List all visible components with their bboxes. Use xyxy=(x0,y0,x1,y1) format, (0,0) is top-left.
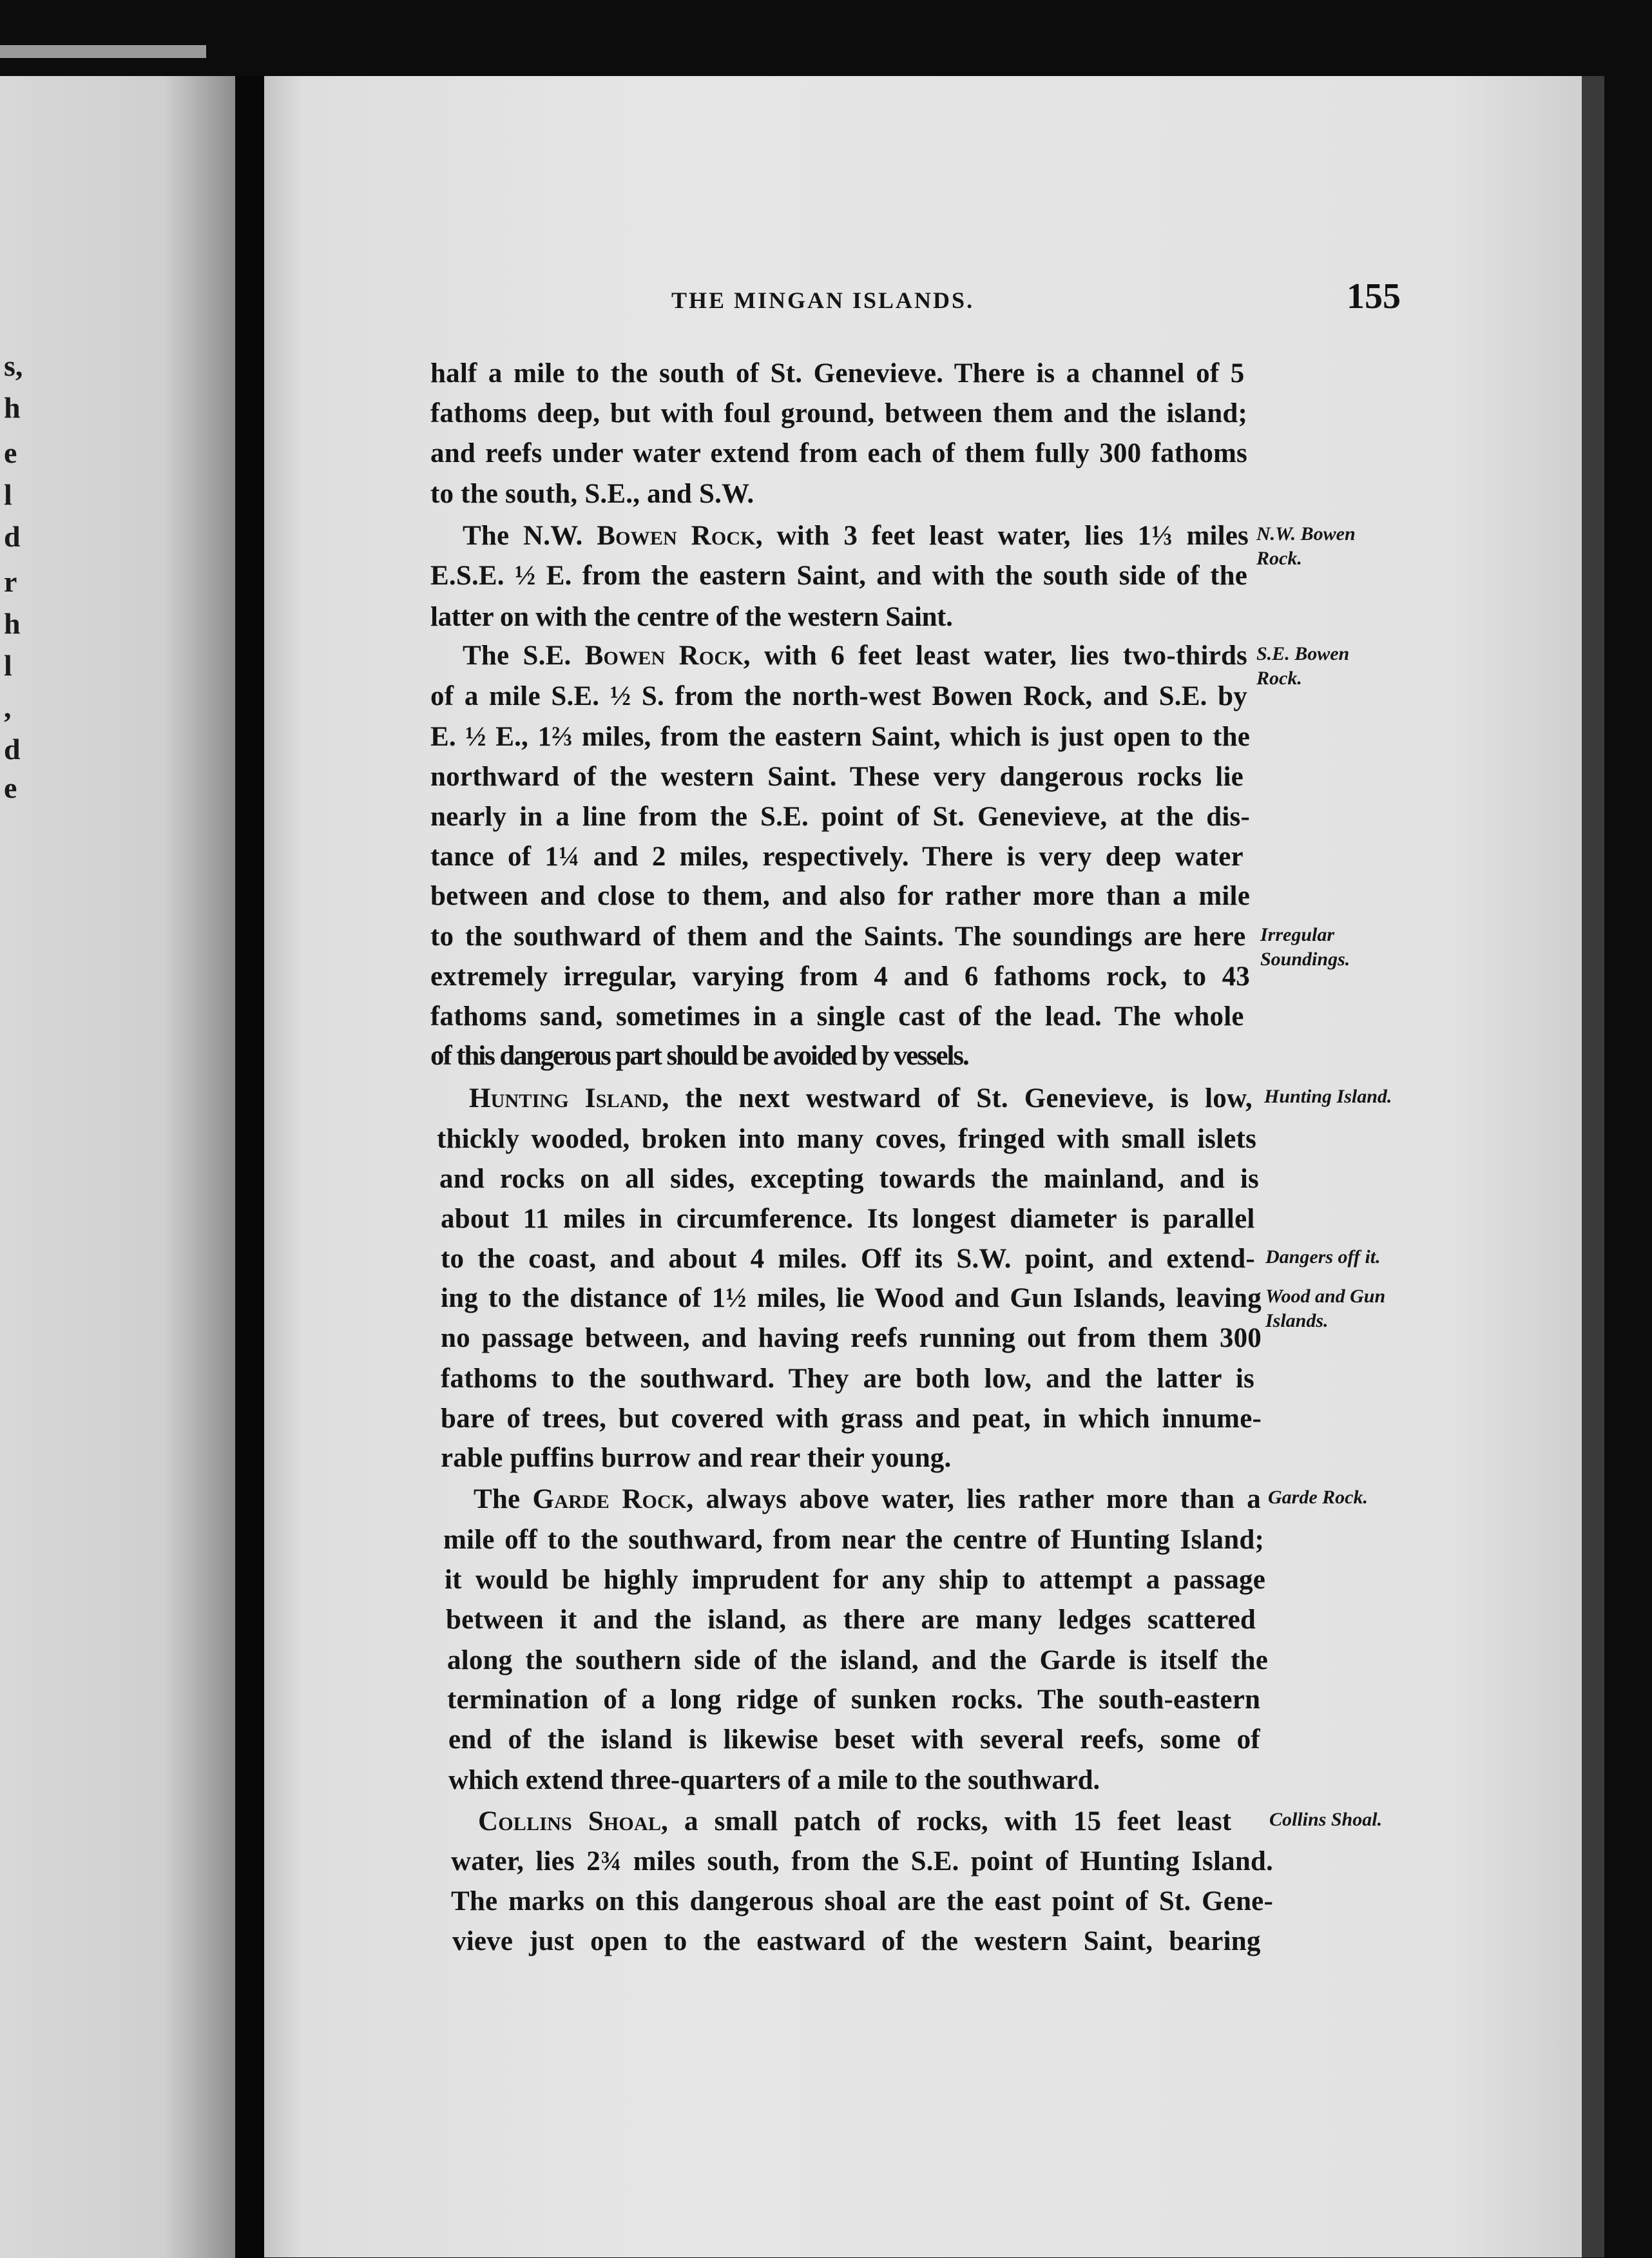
text-run: of this dangerous part should be avoided by vessels. xyxy=(430,1041,968,1071)
text-line xyxy=(441,1444,951,1472)
text-run: , the next westward of St. Genevieve, is low, xyxy=(662,1083,1253,1114)
text-line xyxy=(439,1165,1259,1193)
margin-note xyxy=(1268,1485,1368,1510)
margin-note-line: Irregular xyxy=(1260,924,1335,945)
left-page-fragment: s, xyxy=(4,349,23,382)
margin-note xyxy=(1265,1245,1381,1269)
text-line xyxy=(463,642,1247,670)
text-run: The marks on this dangerous shoal are the east point of St. Gene- xyxy=(451,1886,1273,1916)
text-line xyxy=(441,1324,1262,1352)
text-run: E.S.E. ½ E. from the eastern Saint, and with the south side of the xyxy=(430,561,1247,591)
text-line xyxy=(445,1566,1265,1594)
text-line xyxy=(441,1405,1262,1433)
text-line xyxy=(430,603,953,631)
right-page-edge xyxy=(1582,76,1604,2257)
margin-note-line: Collins Shoal. xyxy=(1269,1809,1383,1830)
margin-note xyxy=(1256,642,1349,690)
text-run: to the coast, and about 4 miles. Off its S.W. point, and extend- xyxy=(441,1244,1255,1274)
text-line xyxy=(430,843,1244,871)
text-run: between and close to them, and also for rather more than a mile xyxy=(430,881,1250,911)
text-line xyxy=(430,480,754,508)
margin-note-line: Hunting Island. xyxy=(1264,1086,1392,1107)
text-line xyxy=(430,963,1250,990)
margin-note-line: Rock. xyxy=(1256,667,1302,689)
text-run: , a small patch of rocks, with 15 feet least xyxy=(661,1806,1232,1837)
text-line xyxy=(441,1284,1262,1312)
text-run: bare of trees, but covered with grass and peat, in which innume- xyxy=(441,1404,1262,1434)
text-run: it would be highly imprudent for any ship to attempt a passage xyxy=(445,1565,1265,1595)
text-line xyxy=(451,1887,1273,1915)
text-run: along the southern side of the island, and the Garde is itself the xyxy=(447,1645,1268,1675)
text-run: , with 6 feet least water, lies two-thirds xyxy=(743,641,1247,671)
margin-note xyxy=(1269,1808,1382,1832)
margin-note-line: Islands. xyxy=(1265,1309,1329,1331)
text-line xyxy=(452,1927,1261,1955)
text-run: water, lies 2¾ miles south, from the S.E. point of Hunting Island. xyxy=(451,1846,1273,1877)
feature-name: Hunting Island xyxy=(469,1083,662,1114)
text-run: end of the island is likewise beset with several reefs, some of xyxy=(448,1724,1260,1755)
margin-note-line: Dangers off it. xyxy=(1265,1246,1381,1268)
text-line xyxy=(430,562,1247,590)
text-run: , always above water, lies rather more than a xyxy=(686,1484,1262,1514)
left-page-fragment: h xyxy=(4,391,21,424)
text-line xyxy=(447,1646,1268,1674)
book-gutter xyxy=(235,76,267,2258)
feature-name: Bowen Rock xyxy=(584,641,744,671)
margin-note-line: Soundings. xyxy=(1260,948,1350,970)
margin-note-line: Wood and Gun xyxy=(1265,1286,1386,1307)
text-run: tance of 1¼ and 2 miles, respectively. There is very deep water xyxy=(430,842,1244,872)
text-run: E. ½ E., 1⅔ miles, from the eastern Saint, which is just open to the xyxy=(430,722,1250,752)
left-page-fragment: d xyxy=(4,733,21,766)
text-run: to the southward of them and the Saints. The soundings are here xyxy=(430,922,1246,952)
text-run: and reefs under water extend from each of them fully 300 fathoms xyxy=(430,438,1247,468)
left-page-fragment: , xyxy=(4,691,12,724)
text-line xyxy=(441,1245,1255,1273)
text-line xyxy=(430,682,1247,710)
text-line xyxy=(430,360,1245,387)
text-line xyxy=(463,522,1249,550)
text-line xyxy=(430,1042,968,1070)
text-run: about 11 miles in circumference. Its longest diameter is parallel xyxy=(441,1204,1255,1234)
page-number: 155 xyxy=(1347,276,1401,316)
text-line xyxy=(443,1526,1264,1554)
margin-note xyxy=(1260,923,1350,971)
text-line xyxy=(430,723,1250,751)
text-line xyxy=(451,1848,1273,1875)
left-page-fragment: h xyxy=(4,607,21,640)
text-run: vieve just open to the eastward of the western Saint, bearing xyxy=(452,1926,1261,1956)
text-run: thickly wooded, broken into many coves, fringed with small islets xyxy=(437,1124,1256,1154)
text-line xyxy=(430,803,1250,831)
scan-top-edge xyxy=(0,45,206,58)
text-run: , with 3 feet least water, lies 1⅓ miles xyxy=(755,521,1249,551)
margin-note xyxy=(1265,1284,1385,1333)
text-run: The xyxy=(474,1484,533,1514)
text-run: of a mile S.E. ½ S. from the north-west Bowen Rock, and S.E. by xyxy=(430,681,1247,711)
text-line xyxy=(447,1686,1260,1713)
text-run: and rocks on all sides, excepting towards the mainland, and is xyxy=(439,1164,1259,1194)
text-run: The S.E. xyxy=(463,641,585,671)
margin-note xyxy=(1264,1085,1392,1109)
text-line xyxy=(430,1003,1244,1030)
left-page-edge xyxy=(0,76,235,2258)
text-run: fathoms sand, sometimes in a single cast of the lead. The whole xyxy=(430,1001,1244,1032)
text-line xyxy=(430,439,1247,467)
margin-note-line: Rock. xyxy=(1256,547,1302,569)
text-line xyxy=(478,1808,1231,1835)
left-page-fragment: e xyxy=(4,436,17,469)
text-run: extremely irregular, varying from 4 and 6 fathoms rock, to 43 xyxy=(430,961,1250,992)
text-line xyxy=(441,1205,1255,1233)
text-line xyxy=(437,1125,1256,1153)
left-page-fragment: e xyxy=(4,771,17,804)
text-line xyxy=(469,1085,1253,1112)
text-run: ing to the distance of 1½ miles, lie Wood and Gun Islands, leaving xyxy=(441,1283,1262,1313)
margin-note-line: S.E. Bowen xyxy=(1256,643,1350,664)
left-page-fragment: l xyxy=(4,478,12,511)
left-page-fragment: d xyxy=(4,520,21,553)
text-line xyxy=(474,1485,1261,1513)
text-line xyxy=(448,1766,1100,1794)
feature-name: Garde Rock xyxy=(532,1484,687,1514)
running-head: THE MINGAN ISLANDS. xyxy=(671,287,975,313)
margin-note-line: N.W. Bowen xyxy=(1256,523,1356,545)
feature-name: Collins Shoal xyxy=(478,1806,662,1837)
text-run: latter on with the centre of the western Saint. xyxy=(430,602,953,632)
text-run: half a mile to the south of St. Genevieve. There is a channel of 5 xyxy=(430,358,1245,389)
feature-name: Bowen Rock xyxy=(597,521,756,551)
text-run: northward of the western Saint. These very dangerous rocks lie xyxy=(430,762,1244,792)
text-run: fathoms deep, but with foul ground, between them and the island; xyxy=(430,398,1247,429)
text-run: between it and the island, as there are many ledges scattered xyxy=(446,1605,1256,1635)
text-line xyxy=(446,1606,1256,1634)
text-run: which extend three-quarters of a mile to the southward. xyxy=(448,1765,1100,1795)
text-line xyxy=(430,400,1247,427)
text-line xyxy=(430,763,1244,791)
text-run: to the south, S.E., and S.W. xyxy=(430,479,754,509)
left-page-fragment: l xyxy=(4,649,12,682)
left-page-fragment: r xyxy=(4,565,17,598)
text-run: The N.W. xyxy=(463,521,597,551)
margin-note xyxy=(1256,522,1356,570)
text-line xyxy=(430,882,1250,910)
text-line xyxy=(448,1726,1260,1753)
text-run: mile off to the southward, from near the centre of Hunting Island; xyxy=(443,1525,1264,1555)
margin-note-line: Garde Rock. xyxy=(1268,1487,1368,1508)
text-line xyxy=(441,1365,1254,1393)
text-run: fathoms to the southward. They are both low, and the latter is xyxy=(441,1364,1254,1394)
text-line xyxy=(430,923,1245,950)
text-run: rable puffins burrow and rear their young. xyxy=(441,1443,952,1473)
text-run: no passage between, and having reefs running out from them 300 xyxy=(441,1323,1262,1353)
text-run: termination of a long ridge of sunken rocks. The south-eastern xyxy=(447,1684,1261,1715)
text-run: nearly in a line from the S.E. point of St. Genevieve, at the dis- xyxy=(430,802,1250,832)
